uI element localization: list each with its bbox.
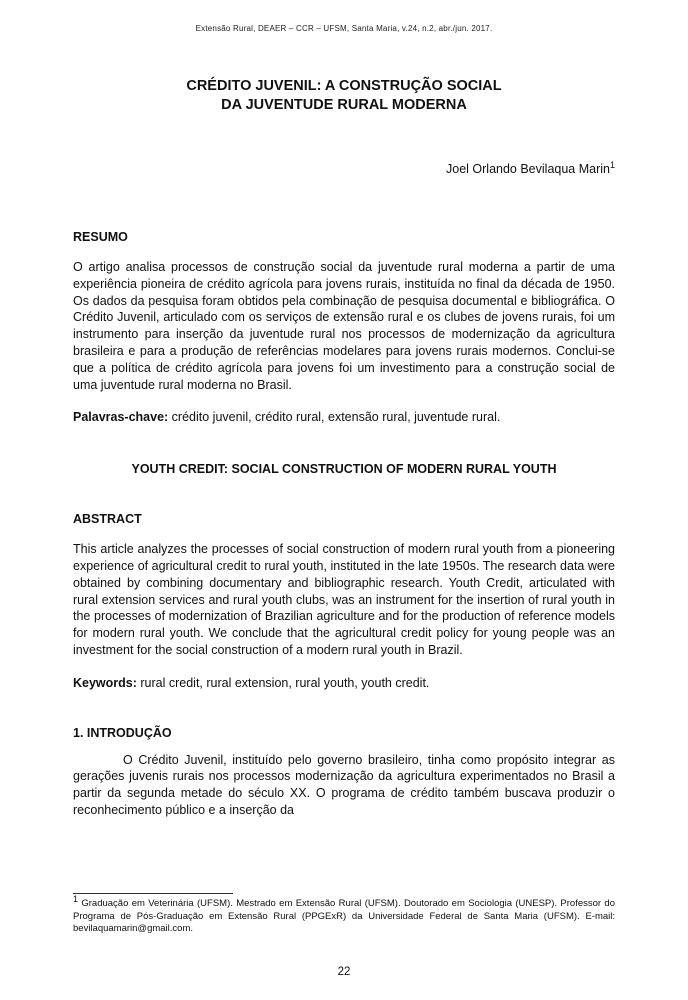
- author-name: Joel Orlando Bevilaqua Marin: [446, 162, 610, 176]
- article-title-line1: CRÉDITO JUVENIL: A CONSTRUÇÃO SOCIAL: [186, 78, 502, 94]
- author-line: [73, 159, 615, 176]
- english-title: YOUTH CREDIT: SOCIAL CONSTRUCTION OF MODERN RURAL YOUTH: [131, 462, 557, 477]
- keywords-text: rural credit, rural extension, rural youth, youth credit.: [136, 675, 430, 690]
- palavras-chave-text: crédito juvenil, crédito rural, extensão rural, juventude rural.: [168, 410, 501, 425]
- footnote: [73, 893, 615, 936]
- keywords-label: Keywords:: [73, 675, 137, 690]
- footnote-ref: 1: [73, 893, 79, 904]
- intro-paragraph: O Crédito Juvenil, instituído pelo governo brasileiro, tinha como propósito integrar as gerações juvenis rurais nos processos modernização da agricultura experimentados no Brasil a partir da segunda metade do século XX. O programa de crédito também buscava produzir o reconhecimento público e a inserção da: [73, 752, 615, 817]
- article-title: [73, 77, 615, 115]
- page-number: 22: [337, 966, 351, 978]
- palavras-chave-label: Palavras-chave:: [73, 410, 169, 425]
- footnote-divider: [73, 893, 233, 894]
- abstract-heading: ABSTRACT: [73, 512, 142, 527]
- resumo-body: O artigo analisa processos de construção social da juventude rural moderna a partir de uma experiência pioneira de crédito agrícola para jovens rurais, instituída no final da década de 1950. Os dados da pesquisa foram obtidos pela combinação de pesquisa documental e bibliográfica. O Crédito Juvenil, articulado com os serviços de extensão rural e os clubes de jovens rurais, foi um instrumento para inserção da juventude rural nos processos de modernização da agricultura brasileira e para a produção de referências modelares para jovens rurais modernos. Conclui-se que a política de crédito agrícola para jovens foi um investimento para a construção social de uma juventude rural moderna no Brasil.: [73, 260, 615, 392]
- abstract-body: This article analyzes the processes of social construction of modern rural youth from a pioneering experience of agricultural credit to rural youth, instituted in the late 1950s. The research data were obtained by combining documentary and bibliographic research. Youth Credit, articulated with rural extension services and rural youth clubs, was an instrument for the insertion of rural youth in the processes of modernization of Brazilian agriculture and for the production of reference models for modern rural youth. We conclude that the agricultural credit policy for young people was an investment for the social construction of a modern rural youth in Brazil.: [73, 542, 615, 657]
- journal-header: Extensão Rural, DEAER – CCR – UFSM, Santa Maria, v.24, n.2, abr./jun. 2017.: [195, 24, 493, 33]
- footnote-text: Graduação em Veterinária (UFSM). Mestrado em Extensão Rural (UFSM). Doutorado em Sociologia (UNESP). Professor do Programa de Pós-Graduação em Extensão Rural (PPGExR) da Universidade Federal de Santa Maria (UFSM). E-mail: bevilaquamarin@gmail.com.: [73, 898, 615, 934]
- article-title-line2: DA JUVENTUDE RURAL MODERNA: [221, 97, 467, 113]
- author-footnote-ref: 1: [609, 159, 615, 170]
- resumo-heading: RESUMO: [73, 230, 128, 244]
- intro-heading: 1. INTRODUÇÃO: [73, 725, 172, 740]
- footnote-block: [73, 893, 615, 936]
- keywords-line: [73, 675, 615, 692]
- palavras-chave-line: [73, 409, 615, 426]
